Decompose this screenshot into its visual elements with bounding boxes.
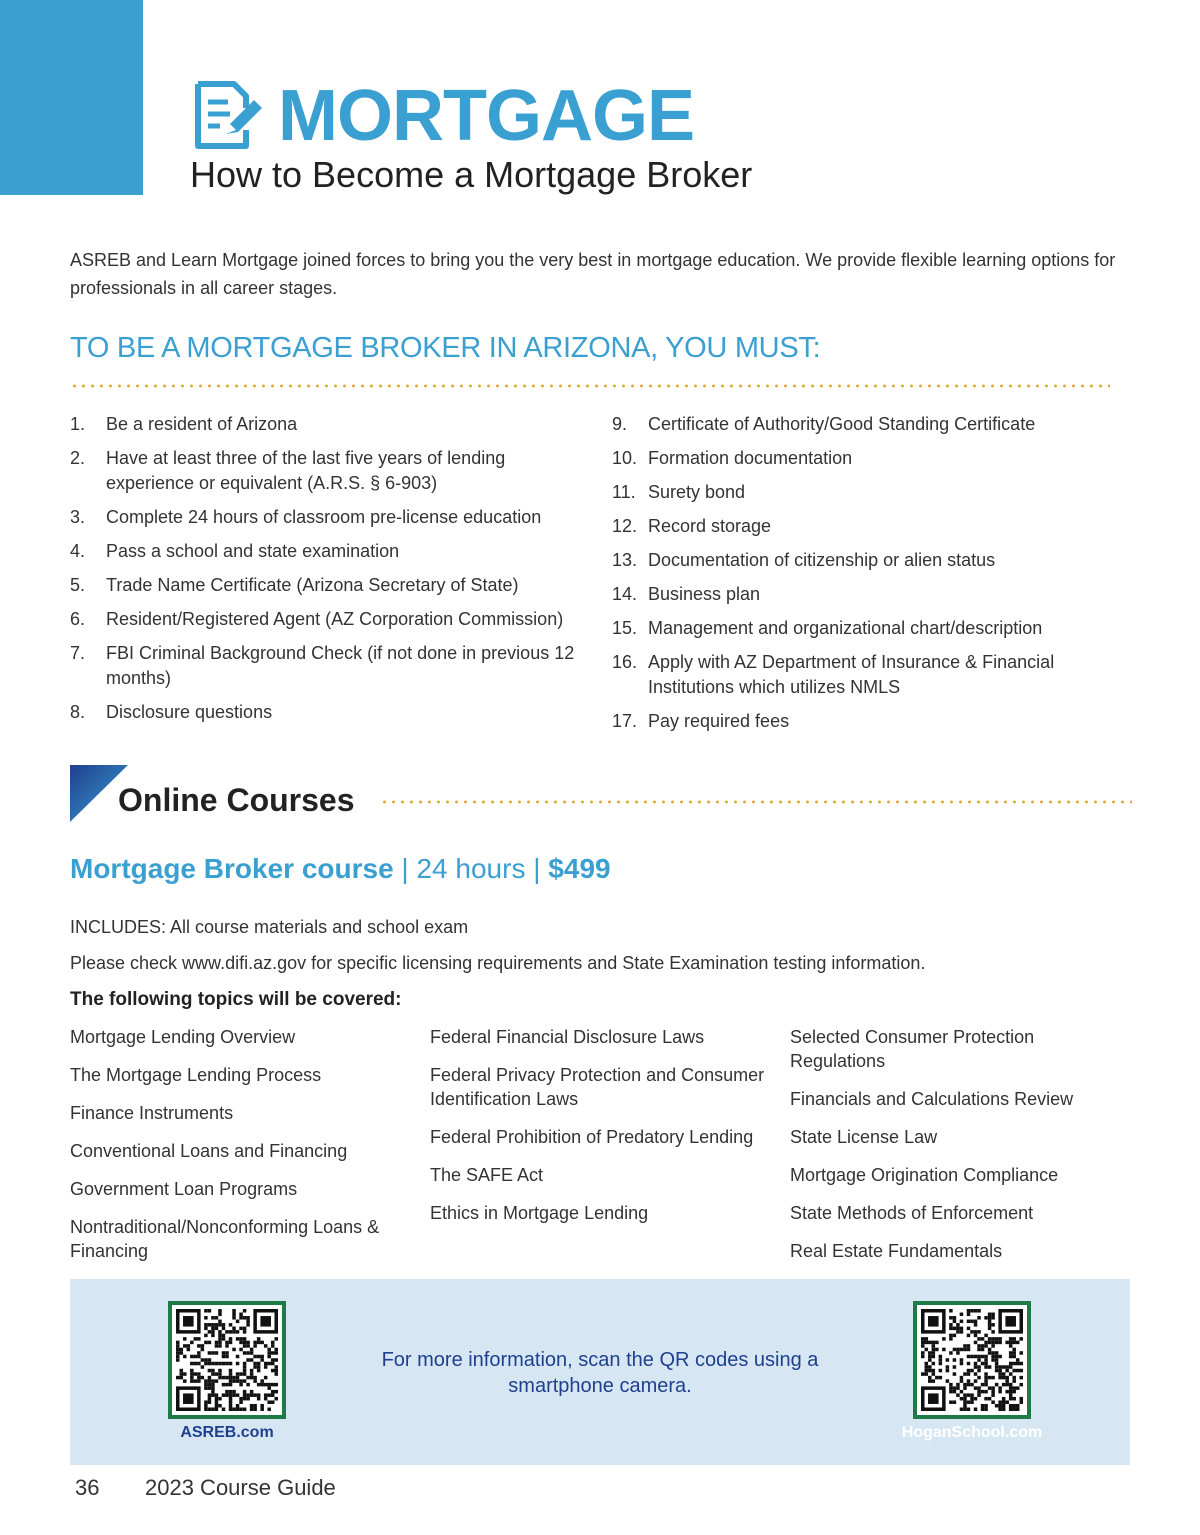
requirement-text: Trade Name Certificate (Arizona Secretary of State)	[106, 575, 519, 595]
qr-label-asreb[interactable]: ASREB.com	[180, 1424, 274, 1441]
topic-item: Real Estate Fundamentals	[790, 1241, 1003, 1261]
document-pen-icon	[190, 80, 264, 152]
requirement-number: 5.	[70, 575, 86, 595]
footer-guide-title: 2023 Course Guide	[145, 1475, 336, 1500]
qr-code-icon[interactable]	[913, 1301, 1031, 1419]
course-title-line	[70, 852, 611, 886]
topics-column	[790, 1025, 1130, 1277]
requirement-item	[612, 582, 1112, 607]
requirement-text: FBI Criminal Background Check (if not done in previous 12 months)	[106, 643, 575, 688]
requirement-number: 6.	[70, 609, 86, 629]
requirement-text: Management and organizational chart/description	[648, 618, 1043, 638]
info-text: For more information, scan the QR codes using a smartphone camera.	[381, 1349, 819, 1397]
requirement-text: Disclosure questions	[106, 702, 273, 722]
course-price: $499	[548, 853, 611, 884]
requirement-text: Have at least three of the last five years of lending experience or equivalent (A.R.S. § 6-903)	[106, 448, 506, 493]
requirement-item	[612, 412, 1112, 437]
includes-text: INCLUDES: All course materials and school exam	[70, 917, 469, 937]
requirement-text: Pass a school and state examination	[106, 541, 400, 561]
requirement-item	[70, 700, 590, 725]
topic-item: Finance Instruments	[70, 1103, 234, 1123]
requirement-item	[612, 480, 1112, 505]
requirement-number: 4.	[70, 541, 86, 561]
requirement-text: Business plan	[648, 584, 761, 604]
topic-item: Conventional Loans and Financing	[70, 1141, 348, 1161]
topic-item: Federal Financial Disclosure Laws	[430, 1027, 705, 1047]
requirement-number: 1.	[70, 414, 86, 434]
topic-item: Mortgage Origination Compliance	[790, 1165, 1059, 1185]
requirement-item	[70, 607, 590, 632]
requirement-item	[612, 616, 1112, 641]
dotted-divider	[70, 384, 1110, 388]
topic-item: Mortgage Lending Overview	[70, 1027, 296, 1047]
requirement-text: Resident/Registered Agent (AZ Corporation Commission)	[106, 609, 564, 629]
page-title: MORTGAGE	[278, 76, 694, 156]
topics-column	[70, 1025, 410, 1277]
requirement-number: 15.	[612, 618, 638, 638]
dotted-divider	[380, 800, 1132, 804]
requirement-text: Be a resident of Arizona	[106, 414, 298, 434]
topic-item: Ethics in Mortgage Lending	[430, 1203, 649, 1223]
requirement-text: Apply with AZ Department of Insurance & Financial Institutions which utilizes NMLS	[648, 652, 1055, 697]
separator: |	[525, 853, 549, 884]
topic-item: Federal Prohibition of Predatory Lending	[430, 1127, 754, 1147]
topics-heading: The following topics will be covered:	[70, 989, 402, 1010]
requirement-number: 11.	[612, 482, 636, 502]
topic-item: Nontraditional/Nonconforming Loans & Financing	[70, 1217, 380, 1261]
requirement-item	[70, 412, 590, 437]
topic-item: Selected Consumer Protection Regulations	[790, 1027, 1035, 1071]
requirement-text: Complete 24 hours of classroom pre-license education	[106, 507, 542, 527]
requirement-text: Documentation of citizenship or alien status	[648, 550, 996, 570]
requirement-item	[612, 548, 1112, 573]
info-panel	[70, 1279, 1130, 1465]
requirement-item	[612, 514, 1112, 539]
requirement-item	[70, 573, 590, 598]
topic-item: The Mortgage Lending Process	[70, 1065, 322, 1085]
requirement-text: Certificate of Authority/Good Standing Certificate	[648, 414, 1036, 434]
requirement-number: 9.	[612, 414, 628, 434]
page-number: 36	[75, 1475, 100, 1500]
corner-accent-block	[0, 0, 143, 195]
requirement-number: 2.	[70, 448, 86, 468]
requirement-number: 16.	[612, 652, 638, 672]
requirement-item	[70, 446, 590, 496]
course-name: Mortgage Broker course	[70, 853, 394, 884]
requirement-number: 17.	[612, 711, 638, 731]
requirement-item	[70, 641, 590, 691]
page-subtitle: How to Become a Mortgage Broker	[190, 154, 753, 195]
requirement-item	[70, 505, 590, 530]
topic-item: State License Law	[790, 1127, 938, 1147]
topics-column	[430, 1025, 770, 1239]
requirement-number: 10.	[612, 448, 638, 468]
requirement-text: Formation documentation	[648, 448, 853, 468]
requirement-text: Record storage	[648, 516, 772, 536]
course-hours: 24 hours	[416, 853, 526, 884]
requirement-item	[70, 539, 590, 564]
section-heading: Online Courses	[118, 782, 355, 818]
requirement-text: Pay required fees	[648, 711, 790, 731]
requirements-list-right	[612, 412, 1112, 743]
requirements-heading: TO BE A MORTGAGE BROKER IN ARIZONA, YOU MUST:	[70, 332, 821, 364]
topic-item: State Methods of Enforcement	[790, 1203, 1034, 1223]
requirement-number: 14.	[612, 584, 638, 604]
separator: |	[393, 853, 417, 884]
requirements-list-left	[70, 412, 590, 734]
licensing-note: Please check www.difi.az.gov for specific licensing requirements and State Examination testing information.	[70, 953, 926, 973]
intro-paragraph: ASREB and Learn Mortgage joined forces to bring you the very best in mortgage education. We provide flexible learning options for professionals in all career stages.	[70, 250, 1116, 298]
topic-item: The SAFE Act	[430, 1165, 544, 1185]
requirement-number: 8.	[70, 702, 86, 722]
requirement-item	[612, 650, 1112, 700]
requirement-item	[612, 446, 1112, 471]
qr-label-hogan[interactable]: HoganSchool.com	[901, 1424, 1043, 1441]
topic-item: Government Loan Programs	[70, 1179, 298, 1199]
topic-item: Federal Privacy Protection and Consumer Identification Laws	[430, 1065, 765, 1109]
requirement-number: 12.	[612, 516, 638, 536]
requirement-text: Surety bond	[648, 482, 746, 502]
requirement-number: 13.	[612, 550, 638, 570]
qr-code-icon[interactable]	[168, 1301, 286, 1419]
requirement-item	[612, 709, 1112, 734]
requirement-number: 7.	[70, 643, 86, 663]
requirement-number: 3.	[70, 507, 86, 527]
topic-item: Financials and Calculations Review	[790, 1089, 1074, 1109]
